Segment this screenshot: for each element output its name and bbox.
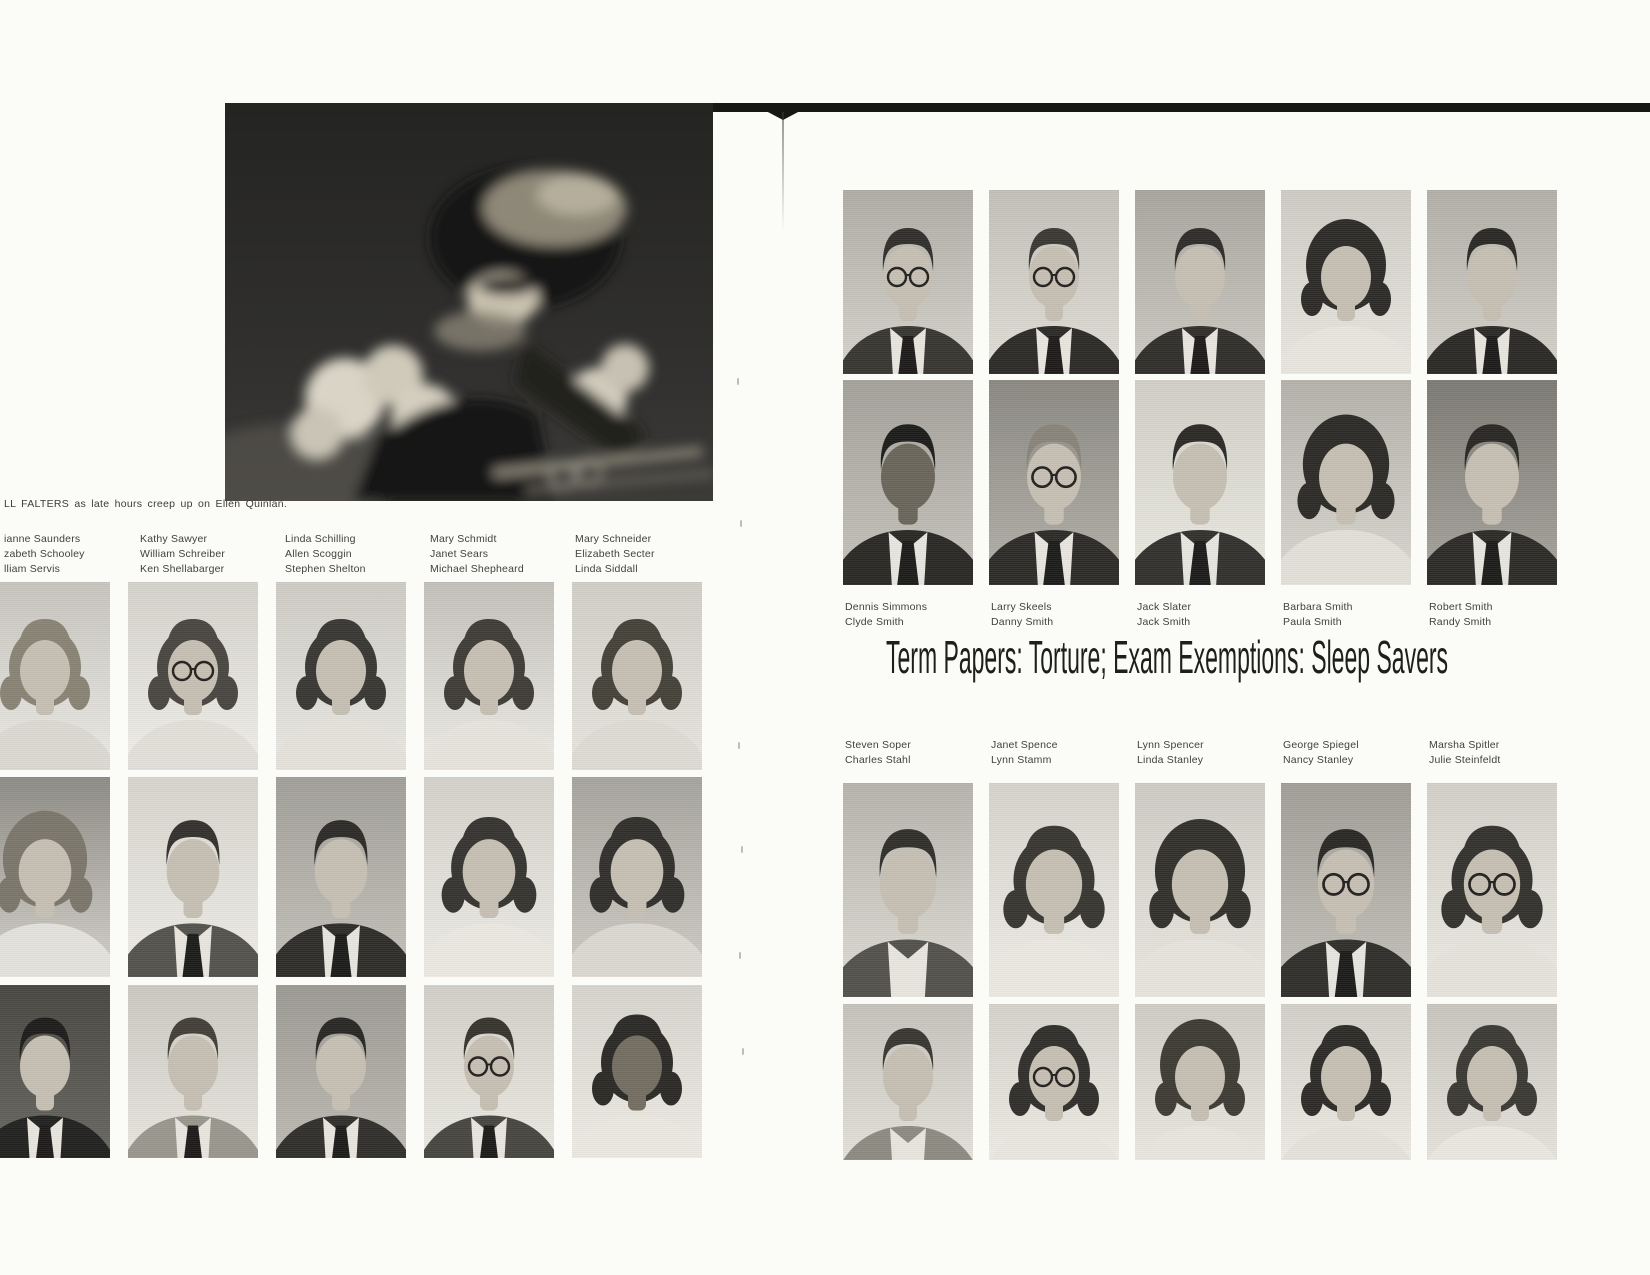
portrait-photo (276, 985, 406, 1158)
portrait-photo (1427, 380, 1557, 585)
scan-speck (740, 520, 742, 527)
portrait-photo (843, 1004, 973, 1160)
portrait-photo (424, 582, 554, 770)
portrait-photo (424, 985, 554, 1158)
student-name: Mary Schneider (575, 533, 652, 545)
portrait-photo (989, 783, 1119, 997)
scan-speck (738, 742, 740, 749)
scan-speck (737, 378, 739, 385)
portrait-photo (424, 777, 554, 977)
student-name: Kathy Sawyer (140, 533, 208, 545)
scan-speck (742, 1048, 744, 1055)
student-name: Stephen Shelton (285, 563, 366, 575)
student-name: Clyde Smith (845, 616, 904, 628)
student-name: zabeth Schooley (4, 548, 85, 560)
portrait-photo (572, 582, 702, 770)
portrait-photo (1281, 190, 1411, 374)
student-name: Lynn Spencer (1137, 739, 1204, 751)
student-name: Julie Steinfeldt (1429, 754, 1501, 766)
portrait-photo (843, 380, 973, 585)
feature-photo (225, 103, 713, 501)
portrait-photo (276, 582, 406, 770)
student-name: Linda Siddall (575, 563, 638, 575)
student-name: Nancy Stanley (1283, 754, 1354, 766)
student-name: Paula Smith (1283, 616, 1342, 628)
portrait-photo (0, 777, 110, 977)
portrait-photo (128, 582, 258, 770)
portrait-photo (0, 985, 110, 1158)
student-name: Mary Schmidt (430, 533, 497, 545)
student-name: Janet Sears (430, 548, 489, 560)
portrait-photo (1135, 1004, 1265, 1160)
student-name: William Schreiber (140, 548, 226, 560)
portrait-photo (843, 190, 973, 374)
student-name: Danny Smith (991, 616, 1054, 628)
portrait-photo (572, 985, 702, 1158)
student-name: Linda Stanley (1137, 754, 1204, 766)
student-name: Steven Soper (845, 739, 912, 751)
student-name: Larry Skeels (991, 601, 1052, 613)
student-name: Dennis Simmons (845, 601, 928, 613)
portrait-photo (1135, 783, 1265, 997)
portrait-photo (989, 190, 1119, 374)
student-name: Barbara Smith (1283, 601, 1353, 613)
portrait-photo (1135, 380, 1265, 585)
portrait-photo (1427, 783, 1557, 997)
student-name: Linda Schilling (285, 533, 356, 545)
student-name: Allen Scoggin (285, 548, 352, 560)
portrait-photo (1427, 190, 1557, 374)
student-name: George Spiegel (1283, 739, 1359, 751)
student-name: Charles Stahl (845, 754, 911, 766)
portrait-photo (989, 1004, 1119, 1160)
section-headline-text: Term Papers: Torture; Exam Exemptions: Sleep Savers (886, 631, 1449, 683)
portrait-photo (843, 783, 973, 997)
portrait-photo (1281, 783, 1411, 997)
student-name: Lynn Stamm (991, 754, 1052, 766)
portrait-photo (989, 380, 1119, 585)
portrait-photo (128, 985, 258, 1158)
portrait-photo (1427, 1004, 1557, 1160)
student-name: Jack Slater (1137, 601, 1192, 613)
student-name: ianne Saunders (4, 533, 81, 545)
scan-speck (741, 846, 743, 853)
portrait-photo (572, 777, 702, 977)
student-name: Ken Shellabarger (140, 563, 225, 575)
student-name: Elizabeth Secter (575, 548, 655, 560)
student-name: lliam Servis (4, 563, 61, 575)
gutter-crease (782, 112, 784, 232)
student-name: Marsha Spitler (1429, 739, 1500, 751)
student-name: Randy Smith (1429, 616, 1492, 628)
portrait-photo (1281, 380, 1411, 585)
student-name: Michael Shepheard (430, 563, 524, 575)
student-name: Robert Smith (1429, 601, 1493, 613)
page-top-edge (700, 103, 1650, 112)
portrait-photo (0, 582, 110, 770)
section-headline (886, 630, 1650, 684)
photo-caption: LL FALTERS as late hours creep up on Ellen Quinlan. (4, 498, 288, 510)
scan-speck (739, 952, 741, 959)
portrait-photo (1281, 1004, 1411, 1160)
student-name: Janet Spence (991, 739, 1058, 751)
student-name: Jack Smith (1137, 616, 1191, 628)
portrait-photo (128, 777, 258, 977)
portrait-photo (1135, 190, 1265, 374)
portrait-photo (276, 777, 406, 977)
